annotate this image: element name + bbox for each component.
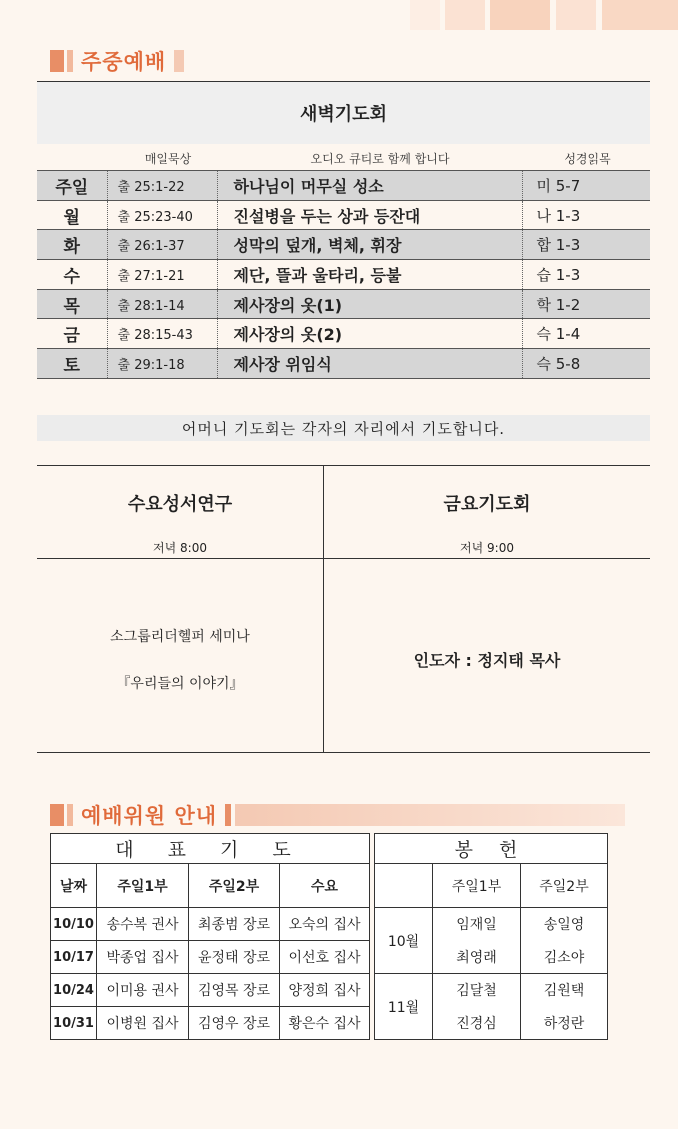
table-row [375, 908, 608, 941]
table-row [37, 171, 650, 201]
col-sunday2: 주일2부 [189, 864, 280, 908]
table-row [37, 260, 650, 290]
sermon-title: 진설병을 두는 상과 등잔대 [217, 200, 522, 230]
sunday1-person: 이미용 권사 [97, 974, 189, 1007]
wednesday-time: 저녁 8:00 [153, 541, 207, 555]
section-title-text: 주중예배 [81, 50, 167, 74]
bible-reading: 합 1-3 [522, 230, 650, 260]
sermon-title: 제사장의 옷(2) [217, 319, 522, 349]
scripture-ref: 출 25:23-40 [107, 200, 217, 230]
scripture-ref: 출 27:1-21 [107, 260, 217, 290]
wednesday-person: 오숙의 집사 [280, 908, 370, 941]
friday-title: 금요기도회 [443, 494, 531, 515]
offering-table [374, 833, 608, 1040]
date: 10/31 [51, 1007, 97, 1040]
date: 10/10 [51, 908, 97, 941]
day: 월 [37, 200, 107, 230]
day: 토 [37, 349, 107, 379]
col-date: 날짜 [51, 864, 97, 908]
sunday1-person: 최영래 [433, 941, 521, 974]
table-row [51, 1007, 370, 1040]
col-sunday2: 주일2부 [521, 864, 608, 908]
sunday1-person: 송수복 권사 [97, 908, 189, 941]
sermon-title: 제사장의 옷(1) [217, 289, 522, 319]
day: 목 [37, 289, 107, 319]
date: 10/24 [51, 974, 97, 1007]
table-row [37, 289, 650, 319]
friday-leader: 인도자 : 정지태 목사 [413, 651, 561, 670]
sunday2-person: 김영목 장로 [189, 974, 280, 1007]
dawn-prayer-title: 새벽기도회 [37, 82, 650, 144]
section-title-text: 예배위원 안내 [81, 804, 218, 828]
sunday1-person: 박종업 집사 [97, 941, 189, 974]
table-row [375, 974, 608, 1007]
wed-fri-box [37, 465, 650, 753]
scripture-ref: 출 28:1-14 [107, 289, 217, 319]
col-sunday1: 주일1부 [97, 864, 189, 908]
sunday2-person: 김소야 [521, 941, 608, 974]
top-decoration [0, 0, 678, 30]
sunday2-person: 김원택 [521, 974, 608, 1007]
table-row [51, 908, 370, 941]
col-month [375, 864, 433, 908]
section-title-worship [50, 46, 184, 76]
table-row [37, 319, 650, 349]
sunday2-person: 윤정태 장로 [189, 941, 280, 974]
prayer-table [50, 833, 370, 1040]
friday-time: 저녁 9:00 [460, 541, 514, 555]
sunday1-person: 이병원 집사 [97, 1007, 189, 1040]
bible-reading: 학 1-2 [522, 289, 650, 319]
bible-reading: 슥 5-8 [522, 349, 650, 379]
month: 10월 [375, 908, 433, 974]
table-row [51, 941, 370, 974]
sunday2-person: 김영우 장로 [189, 1007, 280, 1040]
sunday2-person: 송일영 [521, 908, 608, 941]
day: 주일 [37, 171, 107, 201]
prayer-table-title: 대 표 기 도 [51, 834, 370, 864]
mother-prayer-notice: 어머니 기도회는 각자의 자리에서 기도합니다. [37, 415, 650, 441]
col-meditation: 매일묵상 [144, 152, 192, 166]
month: 11월 [375, 974, 433, 1040]
sunday2-person: 최종범 장로 [189, 908, 280, 941]
scripture-ref: 출 29:1-18 [107, 349, 217, 379]
section-title-staff [50, 800, 625, 830]
table-row [37, 230, 650, 260]
table-row [37, 349, 650, 379]
offering-table-title: 봉 헌 [375, 834, 608, 864]
date: 10/17 [51, 941, 97, 974]
sermon-title: 제단, 뜰과 울타리, 등불 [217, 260, 522, 290]
wednesday-person: 양정희 집사 [280, 974, 370, 1007]
day: 수 [37, 260, 107, 290]
scripture-ref: 출 26:1-37 [107, 230, 217, 260]
wednesday-title: 수요성서연구 [127, 494, 233, 515]
sunday1-person: 진경심 [433, 1007, 521, 1040]
table-row [51, 974, 370, 1007]
table-row [37, 200, 650, 230]
sunday1-person: 김달철 [433, 974, 521, 1007]
col-reading: 성경읽목 [564, 152, 611, 166]
bible-reading: 나 1-3 [522, 200, 650, 230]
wednesday-book: 『우리들의 이야기』 [116, 676, 244, 692]
wednesday-person: 이선호 집사 [280, 941, 370, 974]
sermon-title: 성막의 덮개, 벽체, 휘장 [217, 230, 522, 260]
col-wednesday: 수요 [280, 864, 370, 908]
bible-reading: 슥 1-4 [522, 319, 650, 349]
sermon-title: 제사장 위임식 [217, 349, 522, 379]
bible-reading: 미 5-7 [522, 171, 650, 201]
wednesday-seminar: 소그룹리더헬퍼 세미나 [110, 629, 250, 645]
sunday2-person: 하정란 [521, 1007, 608, 1040]
day: 화 [37, 230, 107, 260]
bible-reading: 습 1-3 [522, 260, 650, 290]
day: 금 [37, 319, 107, 349]
sermon-title: 하나님이 머무실 성소 [217, 171, 522, 201]
wednesday-person: 황은수 집사 [280, 1007, 370, 1040]
scripture-ref: 출 28:15-43 [107, 319, 217, 349]
scripture-ref: 출 25:1-22 [107, 171, 217, 201]
col-sunday1: 주일1부 [433, 864, 521, 908]
sunday1-person: 임재일 [433, 908, 521, 941]
dawn-prayer-table [37, 170, 650, 379]
col-audio: 오디오 큐티로 함께 합니다 [310, 152, 450, 166]
